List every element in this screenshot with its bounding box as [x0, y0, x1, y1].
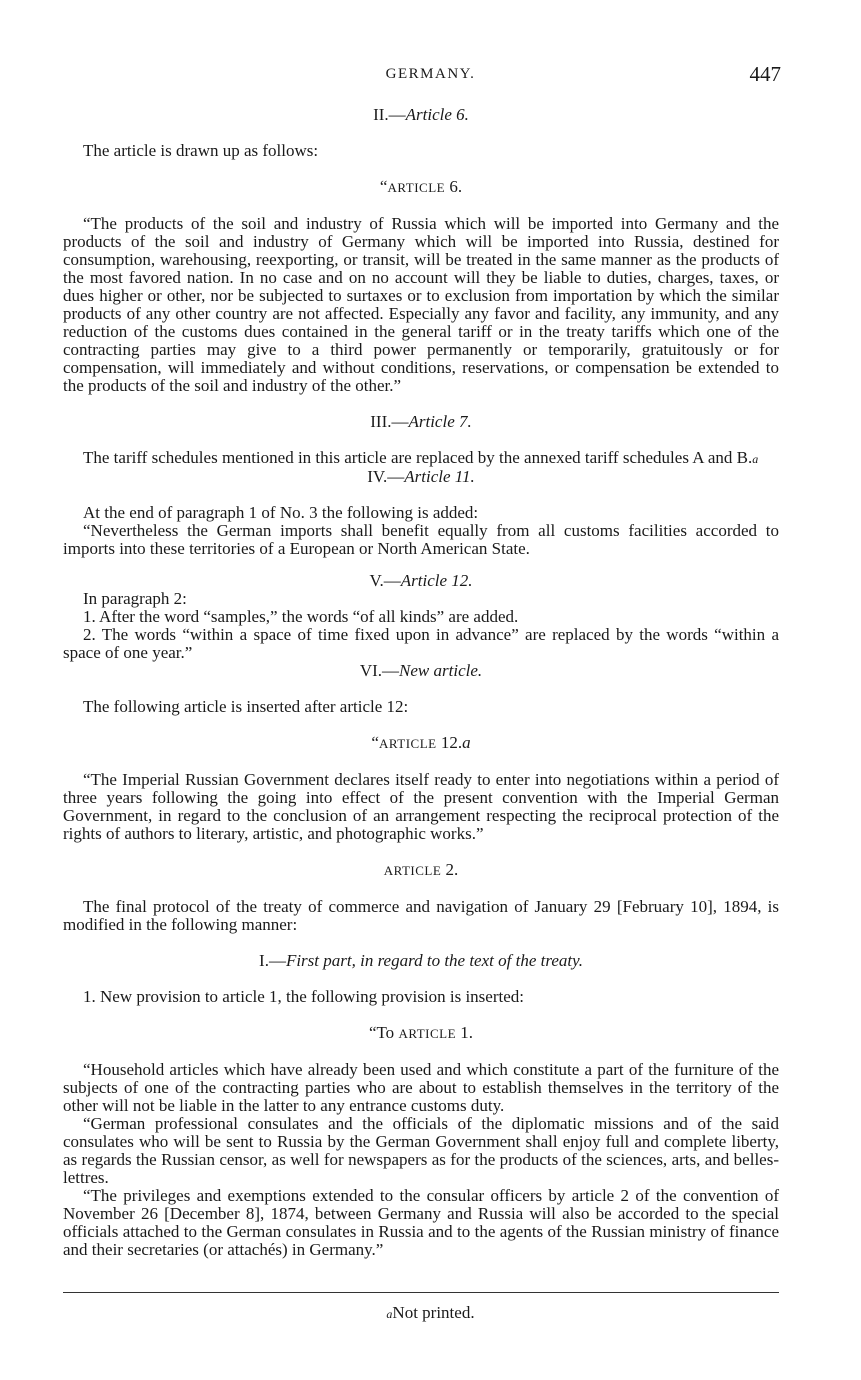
footnote-mark: a	[386, 1307, 393, 1321]
running-title: GERMANY.	[385, 66, 476, 82]
article-12a-text: “The Imperial Russian Government declares itself ready to enter into negotiations within a period of three years following the going into effect of the present convention with the Imperial German Government, in regard to the conclusion of an arrangement respecting the reciprocal protection of the rights of authors to literary, artistic, and photographic works.”	[63, 770, 779, 843]
household-articles-paragraph: “Household articles which have already been used and which constitute a part of the furniture of the subjects of one of the contracting parties who are about to establish themselves in the territory of the other will not be liable in the latter to any entrance customs duty.	[63, 1060, 779, 1115]
provision-1: 1. New provision to article 1, the following provision is inserted:	[83, 987, 524, 1006]
privileges-paragraph: “The privileges and exemptions extended to the consular officers by article 2 of the convention of November 26 [December 8], 1874, between Germany and Russia will also be accorded to the special officials attached to the German consulates in Russia and to the agents of the Russian ministry of finance and their secretaries (or attachés) in Germany.”	[63, 1186, 779, 1259]
running-header	[0, 62, 861, 88]
footnote-text: Not printed.	[392, 1303, 475, 1322]
section-heading-iii: III.—Article 7.	[370, 412, 472, 431]
section-heading-ii: II.—Article 6.	[373, 105, 469, 124]
footnote-reference: a	[752, 452, 759, 466]
article-6-text: “The products of the soil and industry of Russia which will be imported into Germany and the products of the soil and industry of Germany which will be imported into Russia, destined for consumption, warehousing, reexporting, or transit, will be treated in the same manner as the products of the most favored nation. In no case and on no account will they be liable to duties, charges, taxes, or dues higher or other, nor be subjected to surtaxes or to exclusion from importation by which the similar products of any other country are not affected. Especially any favor and facility, any immunity, and any reduction of the customs dues contained in the general tariff or in the treaty tariffs which one of the contracting parties may give to a third power permanently or temporarily, gratuitously or for compensation, will immediately and without conditions, reservations, or compensation be extended to the products of the soil and industry of the other.”	[63, 214, 779, 395]
article-2-heading: ARTICLE 2.	[383, 860, 459, 879]
section-iv-line-2: “Nevertheless the German imports shall benefit equally from all customs facilities accorded to imports into these territories of a European or North American State.	[63, 521, 779, 558]
section-v-line-3: 2. The words “within a space of time fixed upon in advance” are replaced by the words “within a space of one year.”	[63, 625, 779, 662]
page-body	[63, 106, 779, 1259]
part-i-heading: I.—First part, in regard to the text of the treaty.	[259, 951, 583, 970]
consulates-paragraph: “German professional consulates and the officials of the diplomatic missions and of the said consulates who will be sent to Russia by the German Government shall enjoy full and complete liberty, as regards the Russian censor, as well for newspapers as for the products of the sciences, arts, and belles-lettres.	[63, 1114, 779, 1187]
section-ii-intro: The article is drawn up as follows:	[83, 141, 319, 160]
section-heading-v: V.—Article 12.	[369, 571, 473, 590]
article-2-text: The final protocol of the treaty of commerce and navigation of January 29 [February 10], 1894, is modified in the following manner:	[63, 897, 779, 934]
section-v-line-2: 1. After the word “samples,” the words “of all kinds” are added.	[83, 607, 519, 626]
footnote	[0, 1303, 861, 1323]
to-article-1-heading: “To ARTICLE 1.	[368, 1023, 474, 1042]
section-heading-vi: VI.—New article.	[359, 661, 483, 680]
section-iv-line-1: At the end of paragraph 1 of No. 3 the following is added:	[83, 503, 479, 522]
section-heading-iv: IV.—Article 11.	[367, 467, 475, 486]
footnote-divider	[63, 1292, 779, 1293]
section-vi-intro: The following article is inserted after article 12:	[83, 697, 409, 716]
page-number: 447	[749, 62, 781, 86]
article-12a-heading: “ARTICLE 12.a	[371, 733, 471, 752]
section-v-line-1: In paragraph 2:	[83, 589, 187, 608]
article-6-heading: “ARTICLE 6.	[379, 177, 463, 196]
section-iii-text: The tariff schedules mentioned in this article are replaced by the annexed tariff schedules A and B.a	[83, 448, 759, 467]
